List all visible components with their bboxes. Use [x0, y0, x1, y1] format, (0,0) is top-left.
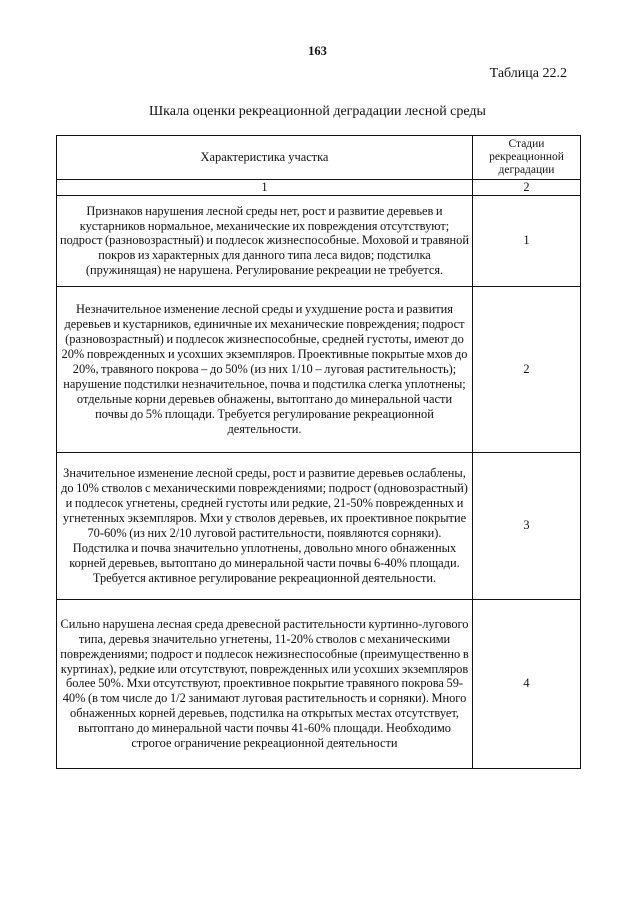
row-stage: 2	[473, 286, 581, 452]
column-number-2: 2	[473, 180, 581, 196]
row-description: Признаков нарушения лесной среды нет, рост и развитие деревьев и кустарников нормальное, механические их повреждения отсутствуют; подрост (разновозрастный) и подлесок жизнеспособные. Моховой и травяной покров из характерных для данного типа леса видов; подстилка (пружинящая) не нарушена. Регулирование рекреации не требуется.	[57, 195, 473, 286]
row-stage: 3	[473, 452, 581, 599]
row-stage: 1	[473, 195, 581, 286]
row-description: Сильно нарушена лесная среда древесной растительности куртинно-лугового типа, деревья значительно угнетены, 11-20% стволов с механическими повреждениями; подрост и подлесок нежизнеспособные (преимущественно в куртинах), редкие или отсутствуют, поврежденных или усохших экземпляров более 50%. Мхи отсутствуют, проективное покрытие травяного покрова 59-40% (в том числе до 1/2 занимают луговая растительность и сорняки). Много обнаженных корней деревьев, подстилка на открытых местах отсутствует, вытоптано до минеральной части почвы 41-60% площади. Необходимо строгое ограничение рекреационной деятельности	[57, 599, 473, 768]
table-row	[57, 286, 581, 452]
column-number-1: 1	[57, 180, 473, 196]
table-header-row	[57, 136, 581, 180]
table-row	[57, 195, 581, 286]
column-number-row	[57, 180, 581, 196]
table-row	[57, 599, 581, 768]
table-caption: Шкала оценки рекреационной деградации лесной среды	[149, 104, 486, 119]
table-label: Таблица 22.2	[489, 66, 567, 81]
header-characteristic: Характеристика участка	[57, 136, 473, 180]
page-number: 163	[308, 44, 327, 58]
row-description: Значительное изменение лесной среды, рост и развитие деревьев ослаблены, до 10% стволов с механическими повреждениями; подрост (одновозрастный) и подлесок угнетены, средней густоты или редкие, 21-50% поврежденных и угнетенных экземпляров. Мхи у стволов деревьев, их проективное покрытие 70-60% (из них 2/10 луговой растительности, появляются сорняки). Подстилка и почва значительно уплотнены, довольно много обнаженных корней деревьев, вытоптано до минеральной части почвы 6-40% площади. Требуется активное регулирование рекреационной деятельности.	[57, 452, 473, 599]
table-row	[57, 452, 581, 599]
row-description: Незначительное изменение лесной среды и ухудшение роста и развития деревьев и кустарников, единичные их механические повреждения; подрост (разновозрастный) и подлесок жизнеспособные, средней густоты, имеют до 20% поврежденных и усохших экземпляров. Проективные покрытые мхов до 20%, травяного покрова – до 50% (из них 1/10 – луговая растительность); нарушение подстилки незначительное, почва и подстилка слегка уплотнены; отдельные корни деревьев обнажены, вытоптано до минеральной части почвы до 5% площади. Требуется регулирование рекреационной деятельности.	[57, 286, 473, 452]
degradation-scale-table	[56, 135, 581, 769]
header-stages: Стадии рекреационной деградации	[473, 136, 581, 180]
row-stage: 4	[473, 599, 581, 768]
